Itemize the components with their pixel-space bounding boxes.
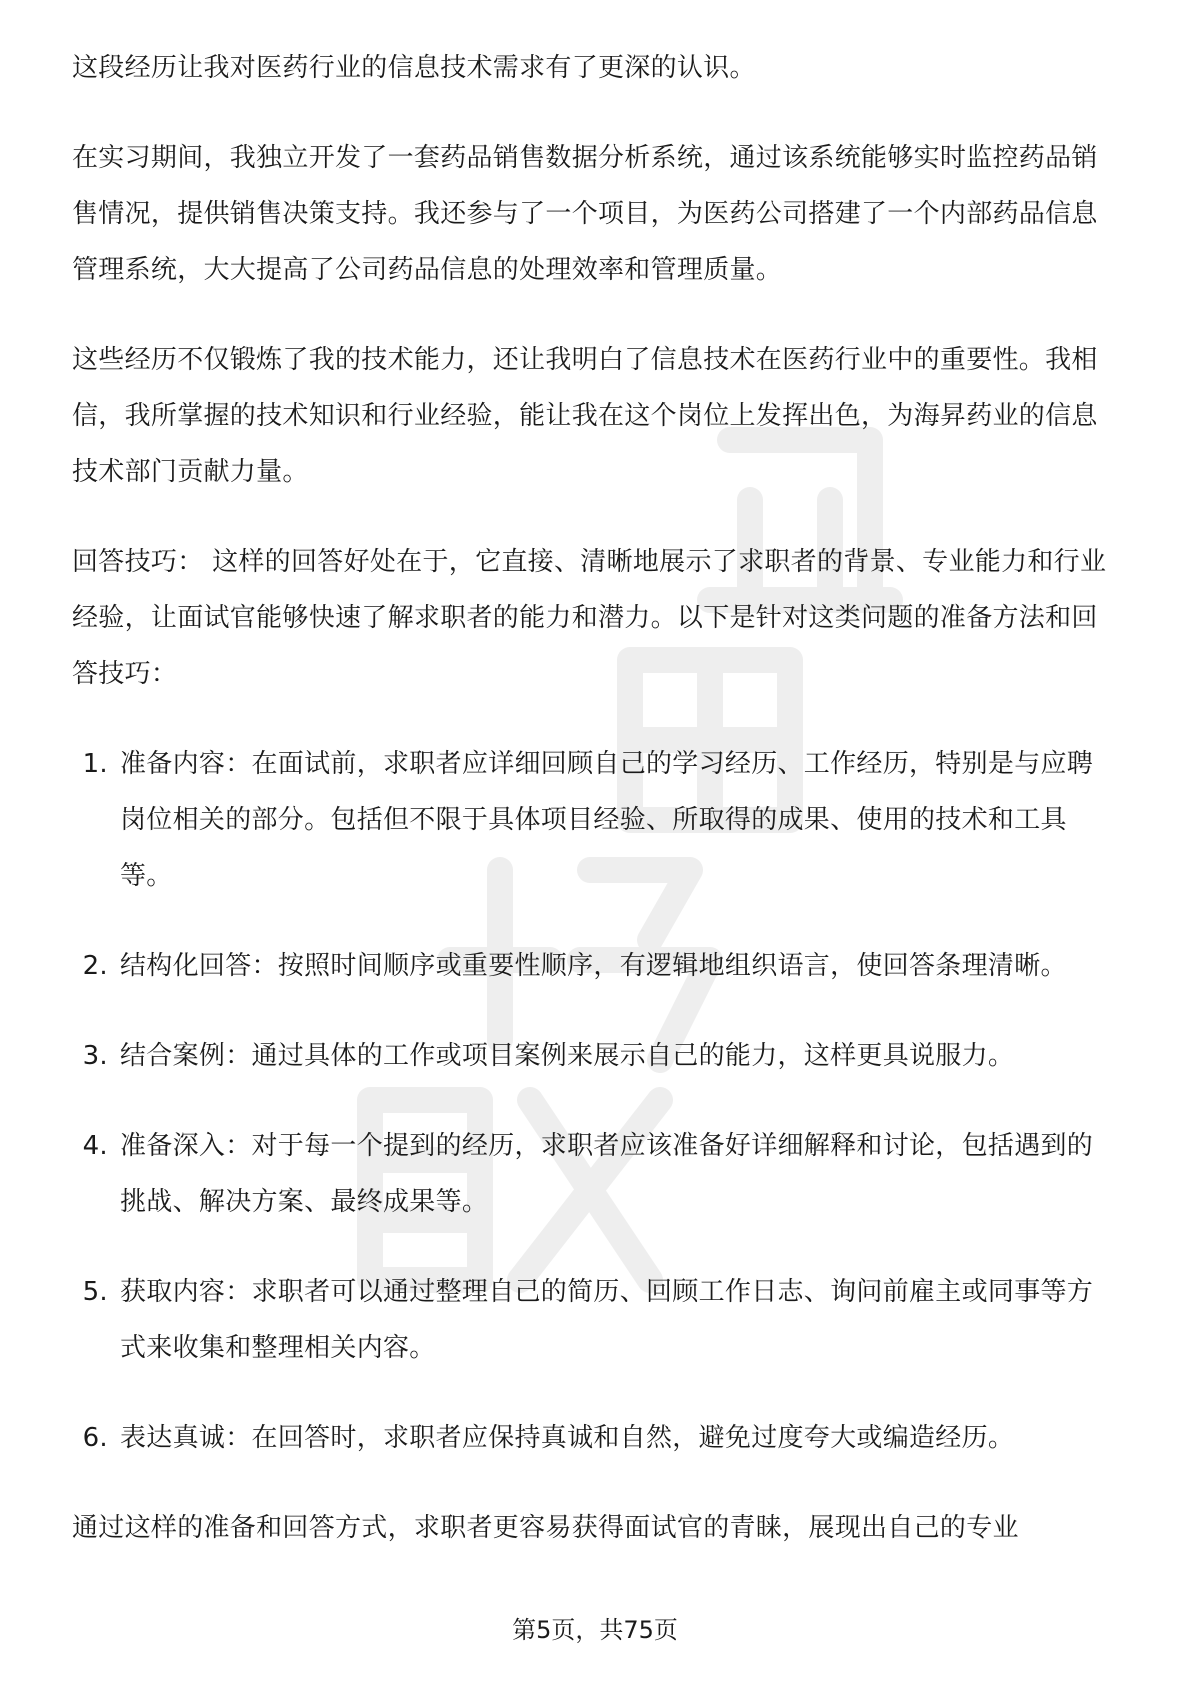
list-number: 2. xyxy=(82,951,108,981)
tips-list xyxy=(72,736,1118,1466)
paragraph: 这段经历让我对医药行业的信息技术需求有了更深的认识。 xyxy=(72,53,756,83)
list-text: 获取内容：求职者可以通过整理自己的简历、回顾工作日志、询问前雇主或同事等方式来收集和整理相关内容。 xyxy=(120,1277,1094,1363)
list-item xyxy=(72,1410,1118,1466)
list-item xyxy=(72,938,1118,994)
paragraph-tips-intro: 回答技巧： 这样的回答好处在于，它直接、清晰地展示了求职者的背景、专业能力和行业经验，让面试官能够快速了解求职者的能力和潜力。以下是针对这类问题的准备方法和回答技巧： xyxy=(72,547,1107,689)
list-number: 5. xyxy=(82,1277,108,1307)
list-item xyxy=(72,1264,1118,1376)
list-text: 结合案例：通过具体的工作或项目案例来展示自己的能力，这样更具说服力。 xyxy=(120,1041,1015,1071)
list-text: 准备深入：对于每一个提到的经历，求职者应该准备好详细解释和讨论，包括遇到的挑战、解决方案、最终成果等。 xyxy=(120,1131,1094,1217)
paragraph: 在实习期间，我独立开发了一套药品销售数据分析系统，通过该系统能够实时监控药品销售情况，提供销售决策支持。我还参与了一个项目，为医药公司搭建了一个内部药品信息管理系统，大大提高了公司药品信息的处理效率和管理质量。 xyxy=(72,143,1098,285)
list-text: 结构化回答：按照时间顺序或重要性顺序，有逻辑地组织语言，使回答条理清晰。 xyxy=(120,951,1067,981)
paragraph-closing: 通过这样的准备和回答方式，求职者更容易获得面试官的青睐，展现出自己的专业 xyxy=(72,1513,1019,1543)
list-number: 3. xyxy=(82,1041,108,1071)
list-item xyxy=(72,1118,1118,1230)
paragraph: 这些经历不仅锻炼了我的技术能力，还让我明白了信息技术在医药行业中的重要性。我相信，我所掌握的技术知识和行业经验，能让我在这个岗位上发挥出色，为海昇药业的信息技术部门贡献力量。 xyxy=(72,345,1098,487)
list-number: 1. xyxy=(82,749,108,779)
watermark-text: 职场密码 xyxy=(330,385,395,404)
list-text: 准备内容：在面试前，求职者应详细回顾自己的学习经历、工作经历，特别是与应聘岗位相关的部分。包括但不限于具体项目经验、所取得的成果、使用的技术和工具等。 xyxy=(120,749,1094,891)
list-number: 4. xyxy=(82,1131,108,1161)
list-item xyxy=(72,1028,1118,1084)
list-text: 表达真诚：在回答时，求职者应保持真诚和自然，避免过度夸大或编造经历。 xyxy=(120,1423,1015,1453)
list-item xyxy=(72,736,1118,904)
page-number: 第5页，共75页 xyxy=(512,1616,678,1644)
document-body xyxy=(72,40,1118,1590)
list-number: 6. xyxy=(82,1423,108,1453)
